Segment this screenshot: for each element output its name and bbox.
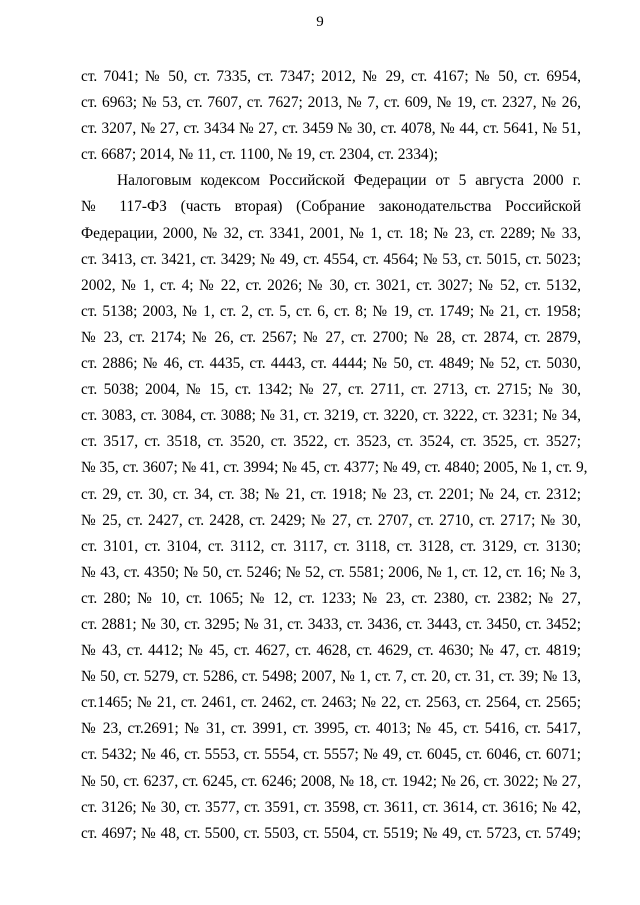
text-line: ст. 5138; 2003, № 1, ст. 2, ст. 5, ст. 6, ст. 8; № 19, ст. 1749; № 21, ст. 1958; bbox=[81, 302, 581, 320]
text-line: № 50, ст. 6237, ст. 6245, ст. 6246; 2008, № 18, ст. 1942; № 26, ст. 3022; № 27, bbox=[81, 772, 581, 790]
text-line: № 25, ст. 2427, ст. 2428, ст. 2429; № 27, ст. 2707, ст. 2710, ст. 2717; № 30, bbox=[81, 511, 581, 529]
text-line: ст. 5432; № 46, ст. 5553, ст. 5554, ст. 5557; № 49, ст. 6045, ст. 6046, ст. 6071; bbox=[81, 746, 581, 764]
text-line: ст. 280; № 10, ст. 1065; № 12, ст. 1233; № 23, ст. 2380, ст. 2382; № 27, bbox=[81, 589, 581, 607]
paragraph-first-line: Налоговым кодексом Российской Федерации от 5 августа 2000 г. bbox=[117, 172, 581, 190]
text-line: ст. 3083, ст. 3084, ст. 3088; № 31, ст. 3219, ст. 3220, ст. 3222, ст. 3231; № 34, bbox=[81, 407, 581, 425]
text-line: № 43, ст. 4350; № 50, ст. 5246; № 52, ст. 5581; 2006, № 1, ст. 12, ст. 16; № 3, bbox=[81, 563, 581, 581]
text-line: ст. 7041; № 50, ст. 7335, ст. 7347; 2012, № 29, ст. 4167; № 50, ст. 6954, bbox=[81, 68, 581, 85]
document-body bbox=[81, 64, 588, 847]
text-line: № 23, ст. 2174; № 26, ст. 2567; № 27, ст. 2700; № 28, ст. 2874, ст. 2879, bbox=[81, 328, 581, 346]
page-number: 9 bbox=[316, 14, 324, 30]
text-line: ст.1465; № 21, ст. 2461, ст. 2462, ст. 2463; № 22, ст. 2563, ст. 2564, ст. 2565; bbox=[81, 694, 581, 712]
text-line: ст. 2881; № 30, ст. 3295; № 31, ст. 3433, ст. 3436, ст. 3443, ст. 3450, ст. 3452; bbox=[81, 615, 581, 633]
text-line: ст. 6687; 2014, № 11, ст. 1100, № 19, ст. 2304, ст. 2334); bbox=[81, 146, 438, 164]
text-line: № 35, ст. 3607; № 41, ст. 3994; № 45, ст. 4377; № 49, ст. 4840; 2005, № 1, ст. 9, bbox=[81, 459, 588, 477]
text-line: ст. 5038; 2004, № 15, ст. 1342; № 27, ст. 2711, ст. 2713, ст. 2715; № 30, bbox=[81, 381, 581, 399]
text-line: ст. 6963; № 53, ст. 7607, ст. 7627; 2013, № 7, ст. 609, № 19, ст. 2327, № 26, bbox=[81, 94, 581, 112]
text-line: ст. 3101, ст. 3104, ст. 3112, ст. 3117, ст. 3118, ст. 3128, ст. 3129, ст. 3130; bbox=[81, 537, 581, 555]
text-line: ст. 2886; № 46, ст. 4435, ст. 4443, ст. 4444; № 50, ст. 4849; № 52, ст. 5030, bbox=[81, 355, 581, 373]
text-line: ст. 4697; № 48, ст. 5500, ст. 5503, ст. 5504, ст. 5519; № 49, ст. 5723, ст. 5749; bbox=[81, 824, 581, 842]
text-line: ст. 29, ст. 30, ст. 34, ст. 38; № 21, ст. 1918; № 23, ст. 2201; № 24, ст. 2312; bbox=[81, 485, 581, 503]
text-line: ст. 3126; № 30, ст. 3577, ст. 3591, ст. 3598, ст. 3611, ст. 3614, ст. 3616; № 42, bbox=[81, 798, 581, 816]
text-line: ст. 3413, ст. 3421, ст. 3429; № 49, ст. 4554, ст. 4564; № 53, ст. 5015, ст. 5023; bbox=[81, 250, 581, 268]
text-line: ст. 3207, № 27, ст. 3434 № 27, ст. 3459 № 30, ст. 4078, № 44, ст. 5641, № 51, bbox=[81, 120, 581, 138]
text-line: № 23, ст.2691; № 31, ст. 3991, ст. 3995, ст. 4013; № 45, ст. 5416, ст. 5417, bbox=[81, 720, 581, 738]
text-line: ст. 3517, ст. 3518, ст. 3520, ст. 3522, ст. 3523, ст. 3524, ст. 3525, ст. 3527; bbox=[81, 433, 581, 451]
text-line: № 117-ФЗ (часть вторая) (Собрание законодательства Российской bbox=[81, 198, 581, 216]
text-line: № 50, ст. 5279, ст. 5286, ст. 5498; 2007, № 1, ст. 7, ст. 20, ст. 31, ст. 39; № 13, bbox=[81, 668, 581, 686]
text-line: Федерации, 2000, № 32, ст. 3341, 2001, № 1, ст. 18; № 23, ст. 2289; № 33, bbox=[81, 224, 581, 242]
text-line: № 43, ст. 4412; № 45, ст. 4627, ст. 4628, ст. 4629, ст. 4630; № 47, ст. 4819; bbox=[81, 642, 581, 660]
text-line: 2002, № 1, ст. 4; № 22, ст. 2026; № 30, ст. 3021, ст. 3027; № 52, ст. 5132, bbox=[81, 276, 581, 294]
